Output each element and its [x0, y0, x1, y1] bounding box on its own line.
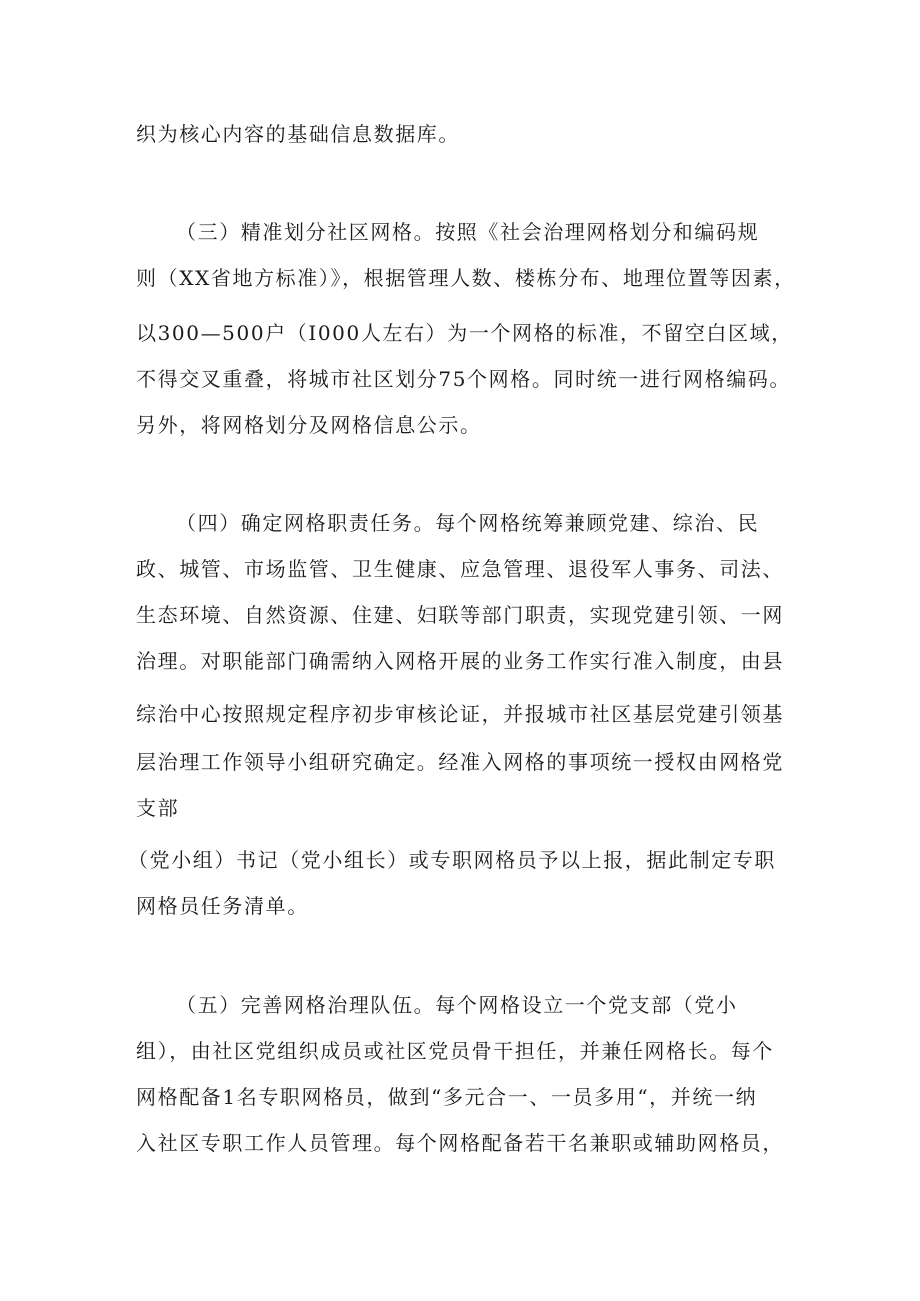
text-line: 综治中心按照规定程序初步审核论证，并报城市社区基层党建引领基: [136, 702, 784, 726]
text-line: 生态环境、自然资源、住建、妇联等部门职责，实现党建引领、一网: [136, 603, 784, 627]
text-line: 织为核心内容的基础信息数据库。: [136, 122, 460, 146]
text-line: 政、城管、市场监管、卫生健康、应急管理、退役军人事务、司法、: [136, 557, 784, 581]
text-line: 入社区专职工作人员管理。每个网格配备若干名兼职或辅助网格员，: [136, 1131, 784, 1155]
text-line: 治理。对职能部门确需纳入网格开展的业务工作实行准入制度，由县: [136, 649, 784, 673]
text-line: 网格配备1名专职网格员，做到“多元合一、一员多用“，并统一纳: [136, 1085, 758, 1109]
text-line: 支部: [136, 796, 180, 820]
text-line: （党小组）书记（党小组长）或专职网格员予以上报，据此制定专职: [128, 848, 776, 872]
section-5-heading-line: （五）完善网格治理队伍。每个网格设立一个党支部（党小: [176, 993, 738, 1017]
text-line: 组），由社区党组织成员或社区党员骨干担任，并兼任网格长。每个: [136, 1039, 774, 1063]
section-4-heading-line: （四）确定网格职责任务。每个网格统筹兼顾党建、综治、民: [176, 511, 760, 535]
section-3-heading-line: （三）精准划分社区网格。按照《社会治理网格划分和编码规: [176, 220, 760, 244]
text-line: 另外，将网格划分及网格信息公示。: [136, 413, 482, 437]
text-line: 以300—500户（I000人左右）为一个网格的标准，不留空白区域，: [136, 321, 793, 345]
text-line: 层治理工作领导小组研究确定。经准入网格的事项统一授权由网格党: [136, 750, 784, 774]
text-line: 则（XX省地方标准）》，根据管理人数、楼栋分布、地理位置等因素，: [136, 266, 796, 290]
text-line: 网格员任务清单。: [136, 894, 309, 918]
text-line: 不得交叉重叠，将城市社区划分75个网格。同时统一进行网格编码。: [136, 367, 792, 391]
